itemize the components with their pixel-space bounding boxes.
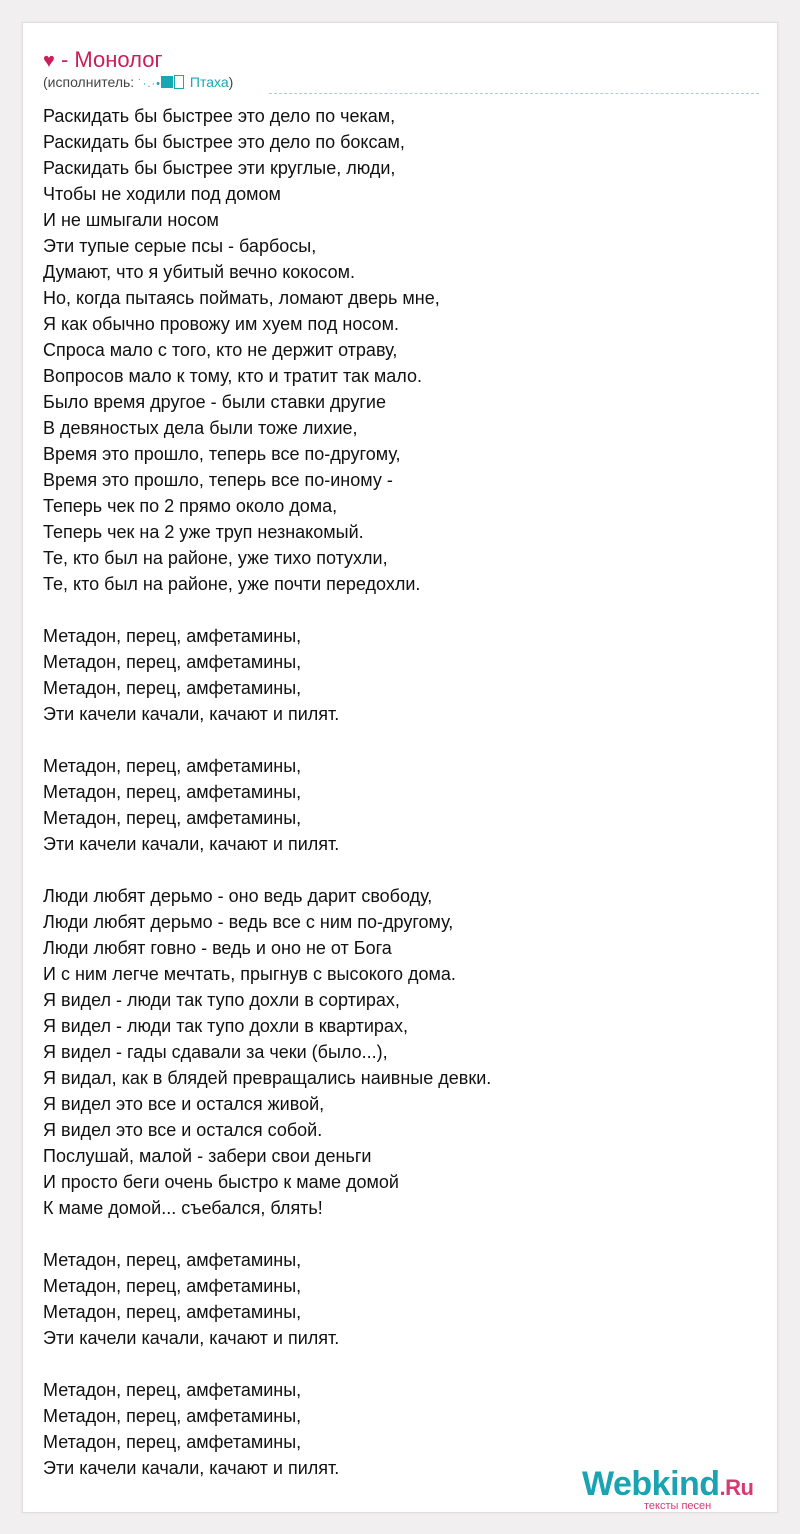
lyric-line: Метадон, перец, амфетамины, bbox=[43, 626, 302, 646]
lyric-line: Раскидать бы быстрее это дело по боксам, bbox=[43, 132, 405, 152]
lyric-line: Время это прошло, теперь все по-другому, bbox=[43, 444, 401, 464]
lyric-line: Думают, что я убитый вечно кокосом. bbox=[43, 262, 355, 282]
lyric-line: Теперь чек по 2 прямо около дома, bbox=[43, 496, 338, 516]
lyric-line: Эти качели качали, качают и пилят. bbox=[43, 834, 340, 854]
lyric-line: Послушай, малой - забери свои деньги bbox=[43, 1146, 372, 1166]
site-watermark bbox=[582, 1466, 772, 1512]
missing-glyph-icon bbox=[174, 75, 184, 89]
lyric-line: К маме домой... съебался, блять! bbox=[43, 1198, 323, 1218]
lyric-line: Я как обычно провожу им хуем под носом. bbox=[43, 314, 399, 334]
lyric-line: Метадон, перец, амфетамины, bbox=[43, 1406, 302, 1426]
lyric-line: Я видал, как в блядей превращались наивные девки. bbox=[43, 1068, 492, 1088]
lyric-line: Метадон, перец, амфетамины, bbox=[43, 782, 302, 802]
watermark-brand: Webkind bbox=[582, 1465, 720, 1503]
lyric-line: Метадон, перец, амфетамины, bbox=[43, 756, 302, 776]
performer-name: Птаха bbox=[186, 74, 229, 90]
lyric-line: Спроса мало с того, кто не держит отраву, bbox=[43, 340, 398, 360]
lyric-line: Метадон, перец, амфетамины, bbox=[43, 808, 302, 828]
lyric-line: Эти качели качали, качают и пилят. bbox=[43, 1458, 340, 1478]
lyric-line: И с ним легче мечтать, прыгнув с высокого дома. bbox=[43, 964, 456, 984]
square-icon bbox=[161, 76, 173, 88]
header-divider bbox=[269, 93, 759, 94]
lyric-line: Я видел - люди так тупо дохли в сортирах, bbox=[43, 990, 400, 1010]
lyrics-text bbox=[43, 103, 759, 1481]
lyric-line: Эти качели качали, качают и пилят. bbox=[43, 1328, 340, 1348]
performer-label: (исполнитель: bbox=[43, 74, 139, 90]
lyric-blank-line bbox=[43, 727, 759, 753]
lyric-line: Метадон, перец, амфетамины, bbox=[43, 1276, 302, 1296]
lyric-line: Метадон, перец, амфетамины, bbox=[43, 1250, 302, 1270]
lyric-line: Метадон, перец, амфетамины, bbox=[43, 678, 302, 698]
lyric-blank-line bbox=[43, 857, 759, 883]
lyric-line: Я видел это все и остался собой. bbox=[43, 1120, 323, 1140]
watermark-tld: .Ru bbox=[719, 1475, 754, 1500]
lyric-line: Вопросов мало к тому, кто и тратит так мало. bbox=[43, 366, 423, 386]
lyric-line: Чтобы не ходили под домом bbox=[43, 184, 281, 204]
lyric-line: Метадон, перец, амфетамины, bbox=[43, 1380, 302, 1400]
lyric-line: Те, кто был на районе, уже тихо потухли, bbox=[43, 548, 388, 568]
lyric-line: Люди любят дерьмо - ведь все с ним по-другому, bbox=[43, 912, 454, 932]
song-title: - Монолог bbox=[54, 47, 163, 72]
lyric-blank-line bbox=[43, 1221, 759, 1247]
performer-line bbox=[43, 73, 233, 93]
lyric-line: Эти тупые серые псы - барбосы, bbox=[43, 236, 317, 256]
lyric-line: Раскидать бы быстрее эти круглые, люди, bbox=[43, 158, 396, 178]
lyric-line: Эти качели качали, качают и пилят. bbox=[43, 704, 340, 724]
lyric-line: И не шмыгали носом bbox=[43, 210, 219, 230]
lyric-line: Я видел - гады сдавали за чеки (было...), bbox=[43, 1042, 388, 1062]
lyric-line: Было время другое - были ставки другие bbox=[43, 392, 386, 412]
lyric-line: Раскидать бы быстрее это дело по чекам, bbox=[43, 106, 396, 126]
page-title bbox=[43, 47, 162, 74]
performer-link[interactable] bbox=[138, 74, 229, 90]
lyrics-card bbox=[22, 22, 778, 1513]
lyric-blank-line bbox=[43, 1351, 759, 1377]
lyric-line: Я видел - люди так тупо дохли в квартирах, bbox=[43, 1016, 408, 1036]
watermark-tagline: тексты песен bbox=[644, 1500, 712, 1512]
lyric-line: Люди любят дерьмо - оно ведь дарит свободу, bbox=[43, 886, 433, 906]
lyric-line: Я видел это все и остался живой, bbox=[43, 1094, 325, 1114]
lyric-line: Метадон, перец, амфетамины, bbox=[43, 1432, 302, 1452]
heart-icon: ♥ bbox=[43, 50, 55, 72]
lyric-line: Но, когда пытаясь поймать, ломают дверь мне, bbox=[43, 288, 440, 308]
performer-decor: ˙·.·• bbox=[138, 78, 161, 90]
lyric-line: Время это прошло, теперь все по-иному - bbox=[43, 470, 393, 490]
performer-close: ) bbox=[228, 74, 234, 90]
lyric-line: В девяностых дела были тоже лихие, bbox=[43, 418, 358, 438]
lyric-line: Метадон, перец, амфетамины, bbox=[43, 652, 302, 672]
lyric-line: Метадон, перец, амфетамины, bbox=[43, 1302, 302, 1322]
lyric-blank-line bbox=[43, 597, 759, 623]
lyric-line: Те, кто был на районе, уже почти передохли. bbox=[43, 574, 421, 594]
lyric-line: И просто беги очень быстро к маме домой bbox=[43, 1172, 399, 1192]
lyric-line: Люди любят говно - ведь и оно не от Бога bbox=[43, 938, 392, 958]
lyric-line: Теперь чек на 2 уже труп незнакомый. bbox=[43, 522, 364, 542]
